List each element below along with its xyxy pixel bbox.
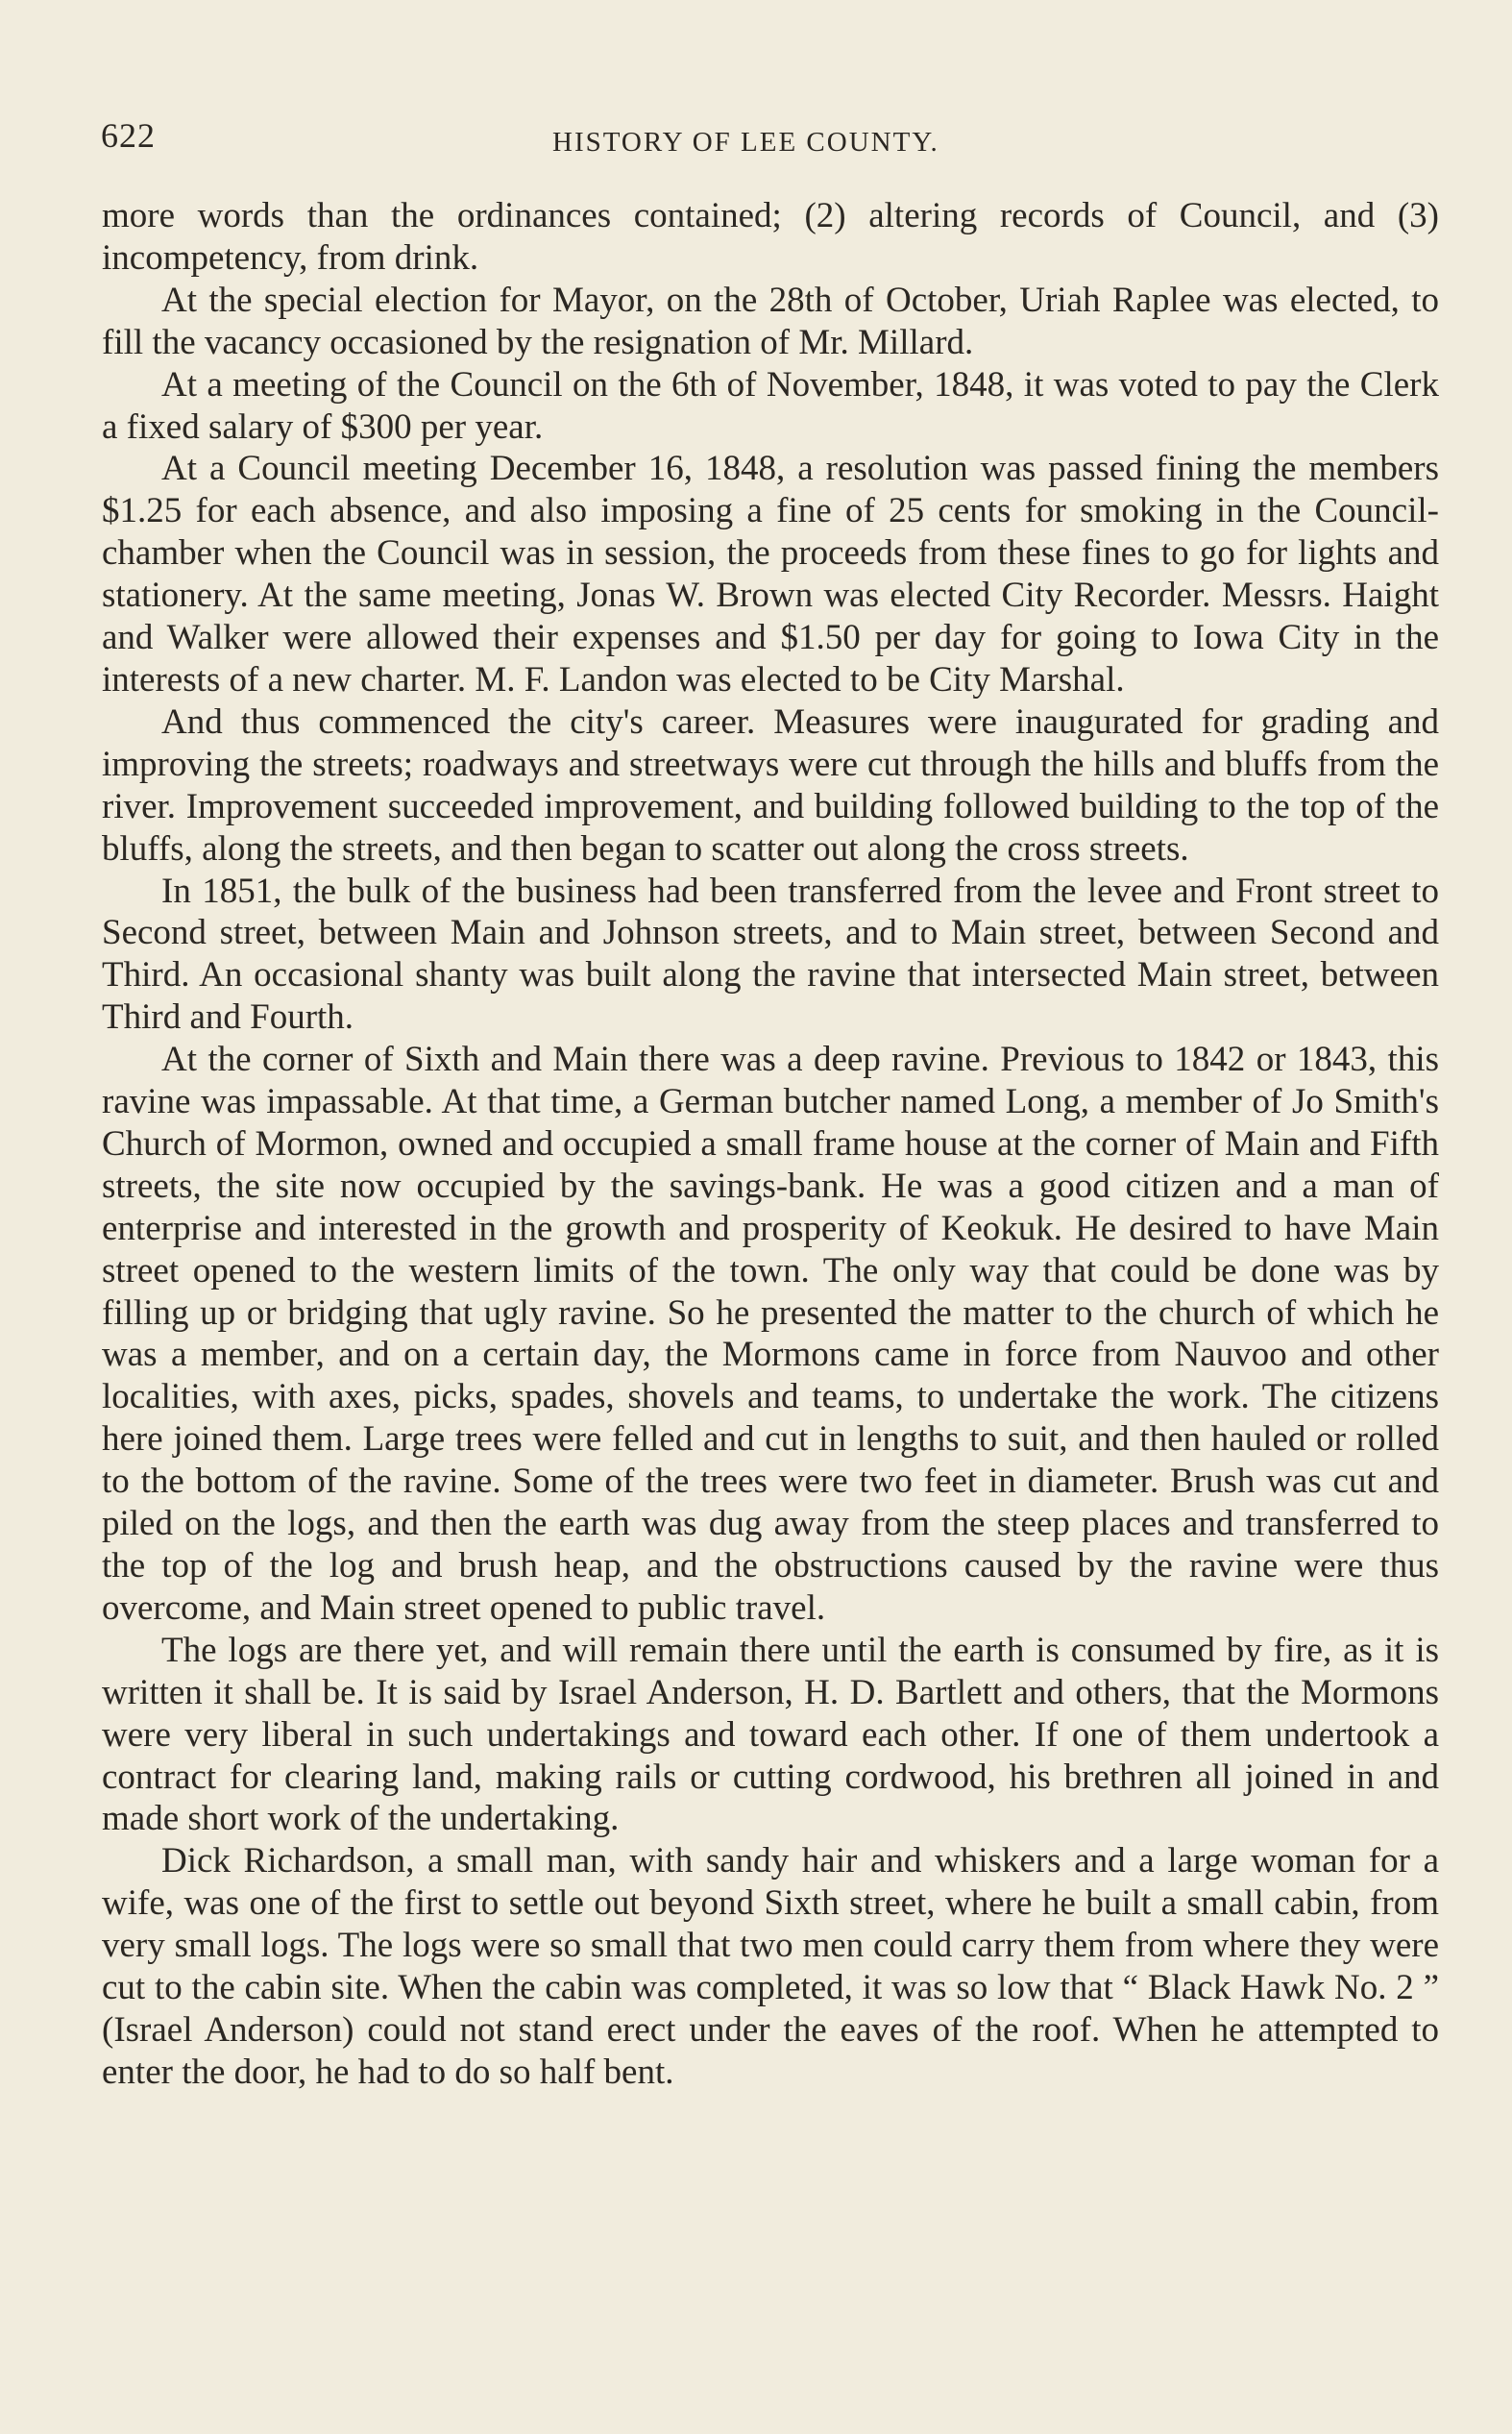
paragraph-clerk-salary: At a meeting of the Council on the 6th of November, 1848, it was voted to pay the Clerk a fixed salary of $300 per year. — [102, 364, 1439, 447]
paragraph-council-fines: At a Council meeting December 16, 1848, a resolution was passed fining the members $1.25 for each absence, and also imposing a fine of 25 cents for smoking in the Council-chamber when the Council was in session, the proceeds from these fines to go for lights and stationery. At the same meeting, Jonas W. Brown was elected City Recorder. Messrs. Haight and Walker were allowed their expenses and $1.50 per day for going to Iowa City in the interests of a new charter. M. F. Landon was elected to be City Marshal. — [102, 449, 1439, 700]
running-head — [101, 115, 1436, 173]
running-title: HISTORY OF LEE COUNTY. — [552, 127, 939, 158]
paragraph-city-career: And thus commenced the city's career. Measures were inaugurated for grading and improving the streets; roadways and streetways were cut through the hills and bluffs from the river. Improvement succeeded improvement, and building followed building to the top of the bluffs, along the streets, and then began to scatter out along the cross streets. — [102, 701, 1439, 869]
paragraph-dick-richardson: Dick Richardson, a small man, with sandy hair and whiskers and a large woman for a wife, was one of the first to settle out beyond Sixth street, where he built a small cabin, from very small logs. The logs were so small that two men could carry them from where they were cut to the cabin site. When the cabin was completed, it was so low that “ Black Hawk No. 2 ” (Israel Anderson) could not stand erect under the eaves of the roof. When he attempted to enter the door, he had to do so half bent. — [102, 1841, 1439, 2092]
paragraph-continued: more words than the ordinances contained; (2) altering records of Council, and (3) incompetency, from drink. — [102, 196, 1439, 278]
paragraph-1851-business: In 1851, the bulk of the business had been transferred from the levee and Front street to Second street, between Main and Johnson streets, and to Main street, between Second and Third. An occasional shanty was built along the ravine that intersected Main street, between Third and Fourth. — [102, 871, 1439, 1038]
paragraph-logs-there-yet: The logs are there yet, and will remain there until the earth is consumed by fire, as it is written it shall be. It is said by Israel Anderson, H. D. Bartlett and others, that the Mormons were very liberal in such undertakings and toward each other. If one of them undertook a contract for clearing land, making rails or cutting cordwood, his brethren all joined in and made short work of the undertaking. — [102, 1630, 1439, 1839]
page-number: 622 — [101, 116, 156, 155]
paragraph-deep-ravine: At the corner of Sixth and Main there was a deep ravine. Previous to 1842 or 1843, this ravine was impassable. At that time, a German butcher named Long, a member of Jo Smith's Church of Mormon, owned and occupied a small frame house at the corner of Main and Fifth streets, the site now occupied by the savings-bank. He was a good citizen and a man of enterprise and interested in the growth and prosperity of Keokuk. He desired to have Main street opened to the western limits of the town. The only way that could be done was by filling up or bridging that ugly ravine. So he presented the matter to the church of which he was a member, and on a certain day, the Mormons came in force from Nauvoo and other localities, with axes, picks, spades, shovels and teams, to undertake the work. The citizens here joined them. Large trees were felled and cut in lengths to suit, and then hauled or rolled to the bottom of the ravine. Some of the trees were two feet in diameter. Brush was cut and piled on the logs, and then the earth was dug away from the steep places and transferred to the top of the log and brush heap, and the obstructions caused by the ravine were thus overcome, and Main street opened to public travel. — [102, 1040, 1439, 1628]
body-text — [102, 195, 1439, 2094]
paragraph-special-election: At the special election for Mayor, on the 28th of October, Uriah Raplee was elected, to fill the vacancy occasioned by the resignation of Mr. Millard. — [102, 280, 1439, 362]
